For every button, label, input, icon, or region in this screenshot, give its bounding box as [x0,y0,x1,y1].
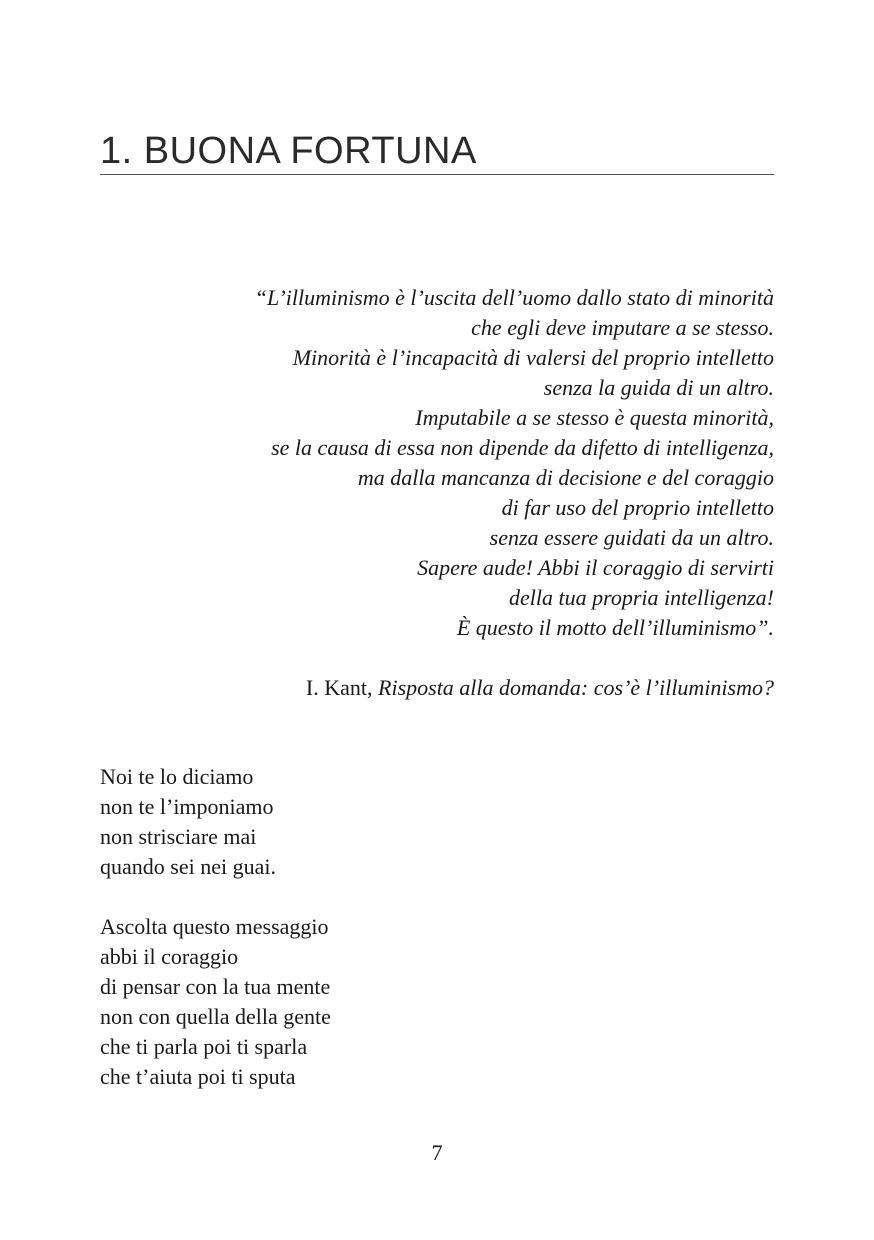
verse-line: non con quella della gente [100,1004,331,1029]
verse-line: Noi te lo diciamo [100,764,254,789]
epigraph-line: senza essere guidati da un altro. [489,525,774,550]
poem-stanza-2 [100,912,600,1092]
verse-line: quando sei nei guai. [100,854,276,879]
epigraph-line: Imputabile a se stesso è questa minorità, [415,405,774,430]
epigraph-line: Sapere aude! Abbi il coraggio di servirti [417,555,774,580]
epigraph-line: È questo il motto dell’illuminismo”. [456,615,774,640]
epigraph-quote [134,283,774,643]
title-underline-rule [100,174,774,175]
verse-line: Ascolta questo messaggio [100,914,329,939]
attribution-author: I. Kant, [305,675,379,700]
poem-stanza-1 [100,762,600,882]
chapter-title: 1. BUONA FORTUNA [100,130,477,172]
epigraph-line: Minorità è l’incapacità di valersi del proprio intelletto [292,345,774,370]
epigraph-line: che egli deve imputare a se stesso. [471,315,774,340]
verse-line: che t’aiuta poi ti sputa [100,1064,296,1089]
epigraph-line: della tua propria intelligenza! [509,585,774,610]
attribution-work-title: Risposta alla domanda: cos’è l’illuminismo? [378,675,774,700]
verse-line: di pensar con la tua mente [100,974,331,999]
epigraph-line: di far uso del proprio intelletto [501,495,774,520]
verse-line: che ti parla poi ti sparla [100,1034,308,1059]
epigraph-line: senza la guida di un altro. [543,375,774,400]
epigraph-line: se la causa di essa non dipende da difetto di intelligenza, [271,435,774,460]
epigraph-attribution [134,673,774,703]
page-number: 7 [431,1140,443,1165]
epigraph-line: “L’illuminismo è l’uscita dell’uomo dallo stato di minorità [254,285,774,310]
verse-line: non te l’imponiamo [100,794,274,819]
verse-line: non strisciare mai [100,824,257,849]
verse-line: abbi il coraggio [100,944,239,969]
epigraph-line: ma dalla mancanza di decisione e del coraggio [357,465,774,490]
